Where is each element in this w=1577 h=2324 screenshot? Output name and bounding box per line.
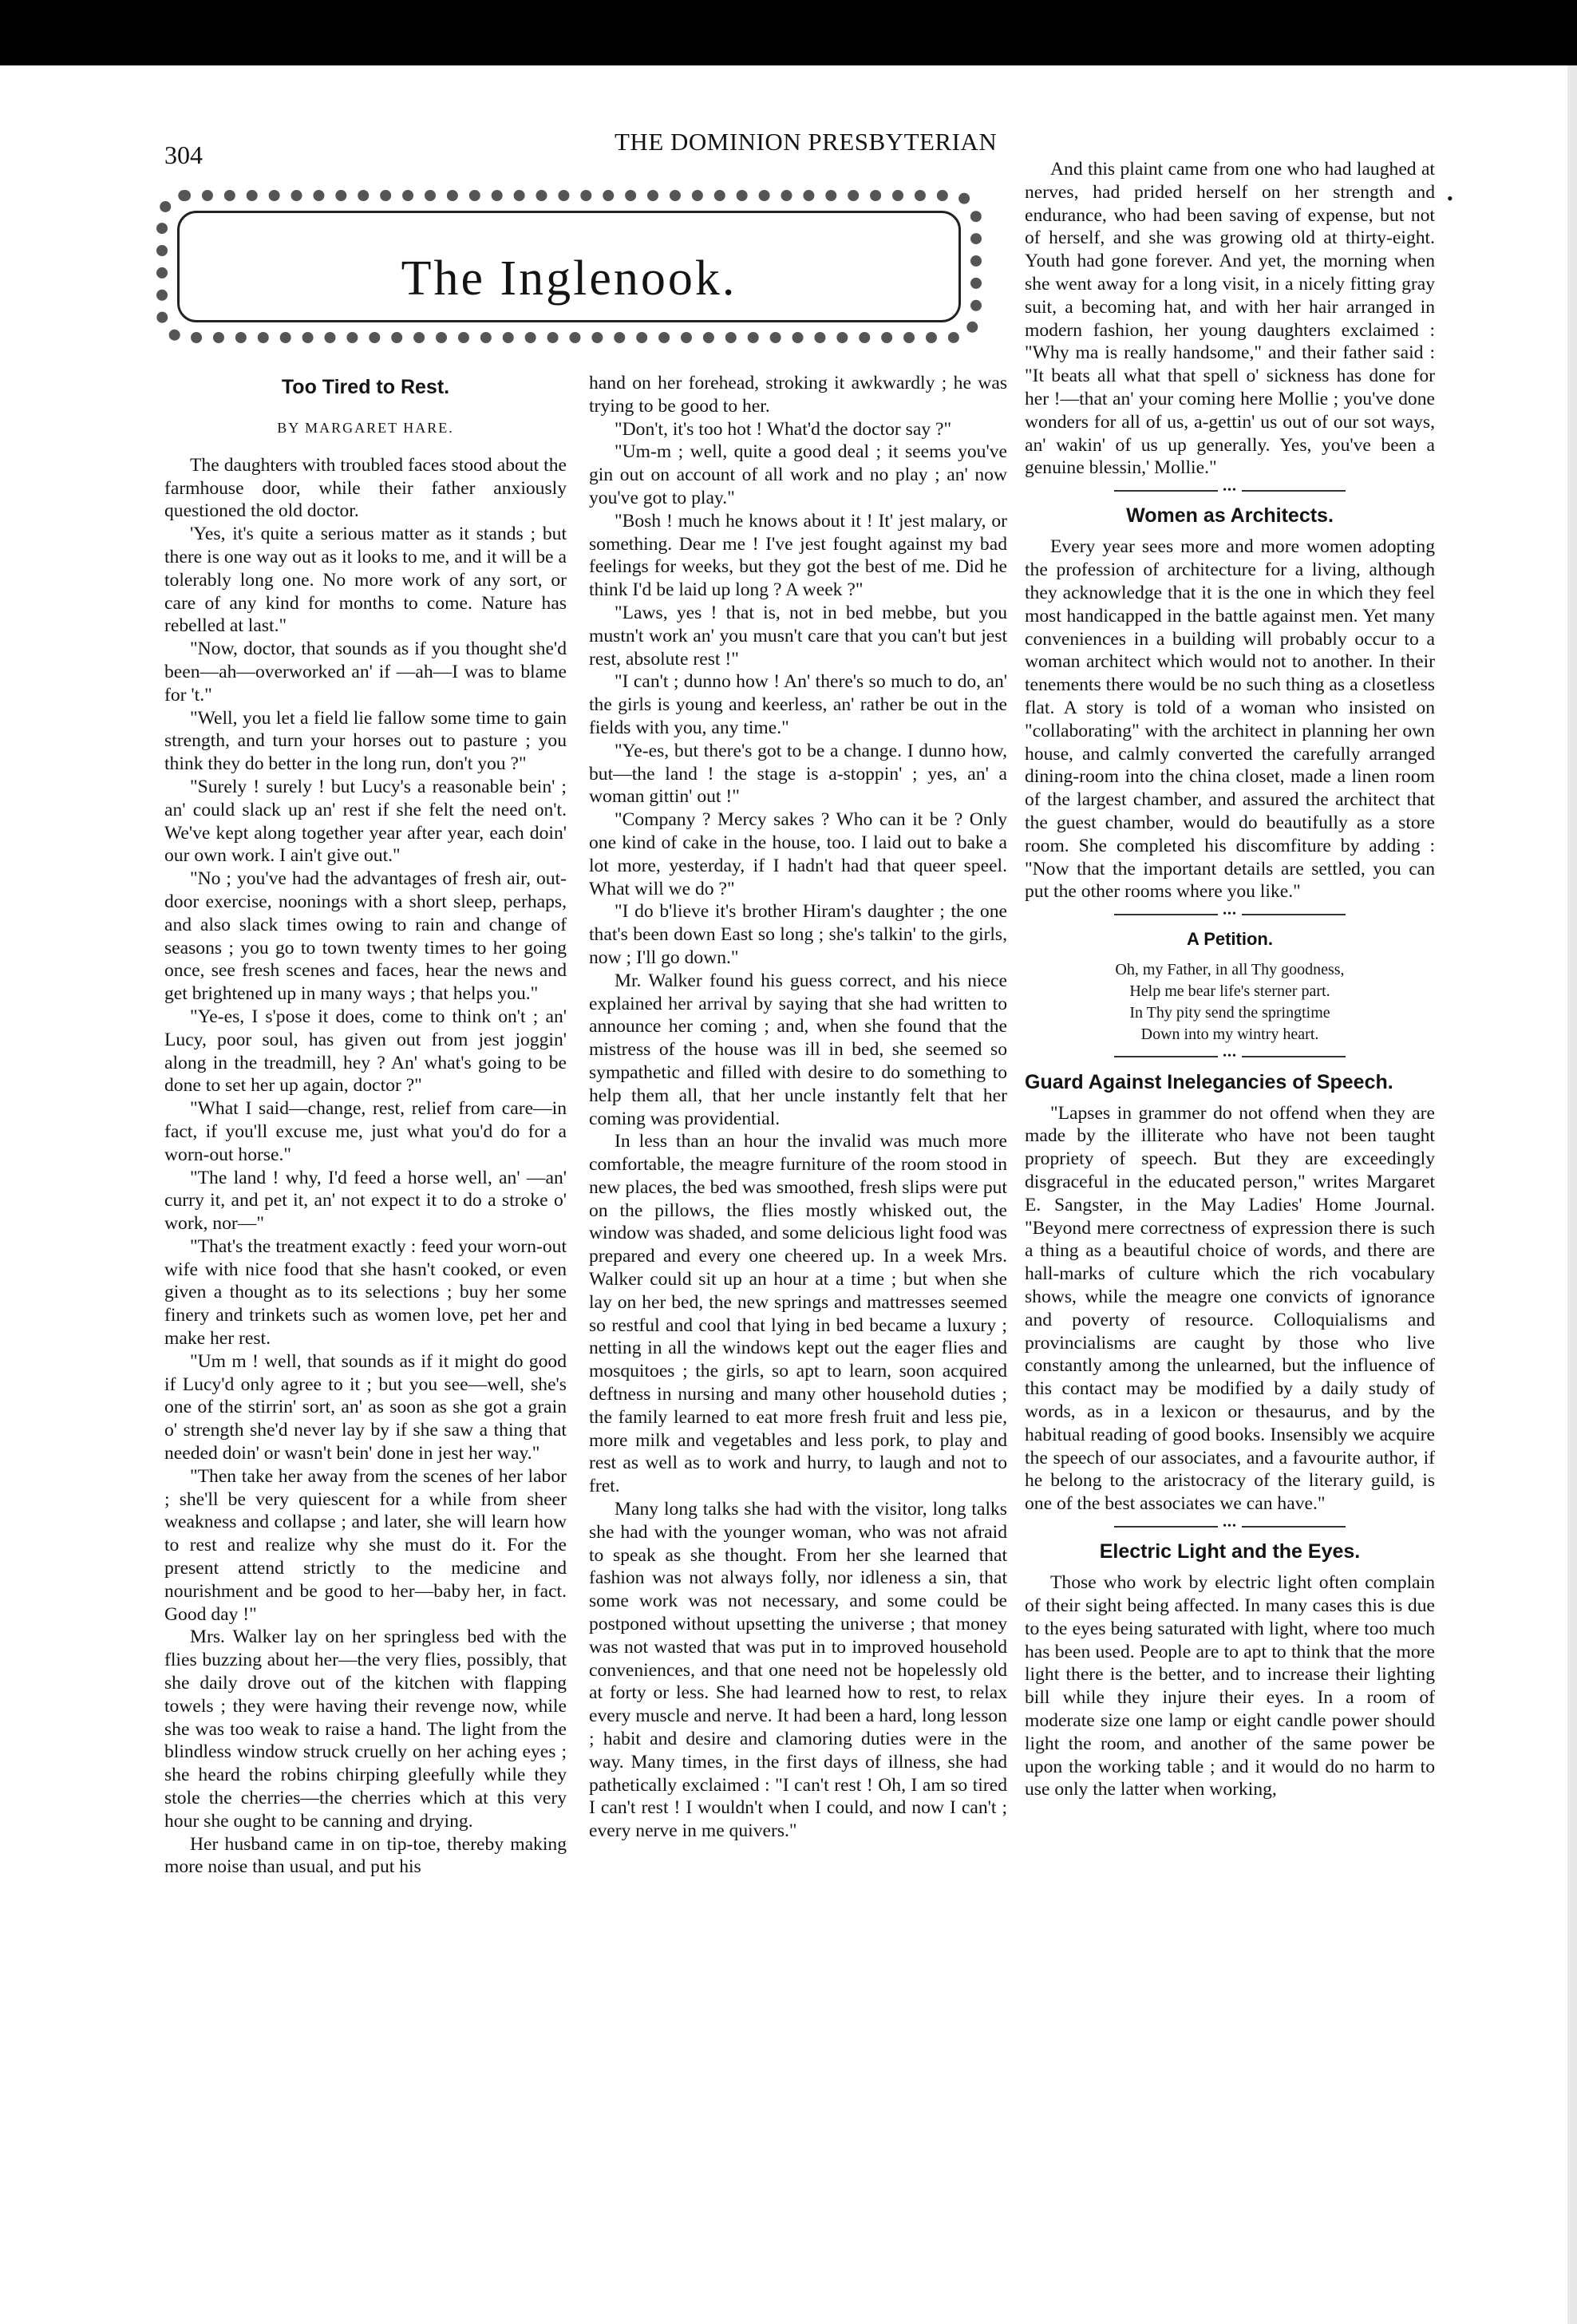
story-paragraph: "Don't, it's too hot ! What'd the doctor say ?" [615,418,952,440]
electric-paragraph: Those who work by electric light often complain of their sight being affected. In many cases this is due to the eyes being saturated with light, where too much has been used. People are to apt to think that the more light there is the better, and to increase their lighting bill while they injure their eyes. In a room of moderate size one lamp or eight candle power should light the room, and another of the same power be upon the working table ; and it would do no harm to use only the latter when working, [1025,1572,1435,1800]
section-title-frame [156,190,982,343]
architects-paragraph: Every year sees more and more women adopting the profession of architecture for a living, although they acknowledge that it is the one in which they feel most handicapped in the battle against men. Yet many conveniences in a building will probably occur to a woman architect which would not to another. In their tenements there would be no such thing as a closetless flat. A story is told of a woman who insisted on "collaborating" with the architect in planning her own house, and calmly converted the carefully arranged dining-room into the china closet, made a linen room of the largest chamber, and assured the architect that the guest chamber, would do beautifully as a store room. She completed his discomfiture by adding : "Now that the important details are settled, you can put the other rooms where you like." [1025,536,1435,903]
story-paragraph: Her husband came in on tip-toe, thereby making more noise than usual, and put his [164,1833,567,1878]
story-paragraph: "Ye-es, I s'pose it does, come to think on't ; an' Lucy, poor soul, has given out from jest joggin' along in the treadmill, hey ? An' what's going to be done to set her up again, doctor ?" [164,1006,567,1097]
story-paragraph: The daughters with troubled faces stood about the farmhouse door, while their father anxiously questioned the old doctor. [164,454,567,522]
story-paragraph: "Then take her away from the scenes of her labor ; she'll be very quiescent for a while from sheer weakness and collapse ; and later, she will learn how to rest and realize why she must do it. For the present attend strictly to the medicine and nourishment and be good to her—baby her, in fact. Good day !" [164,1465,567,1625]
story-title: Too Tired to Rest. [281,376,450,398]
speech-title: Guard Against Inelegancies of Speech. [1025,1070,1393,1093]
story-paragraph: 'Yes, it's quite a serious matter as it stands ; but there is one way out as it looks to me, and it will be a tolerably long one. No more work of any sort, or care of any kind for months to come. Nature has rebelled at last." [164,524,567,637]
story-paragraph: "I do b'lieve it's brother Hiram's daughter ; the one that's been down East so long ; she's talkin' to the girls, now ; I'll go down." [589,901,1007,968]
story-paragraph: "Bosh ! much he knows about it ! It' jest malary, or something. Dear me ! I've jest fought against my bad feelings for weeks, but they got the best of me. Did he think I'd be laid up long ? A week ?" [589,510,1007,601]
column-2 [589,372,1007,1843]
stray-mark: • [1447,188,1453,208]
story-paragraph: "I can't ; dunno how ! An' there's so much to do, an' the girls is young and keerless, an' rather be out in the fields with you, any time." [589,671,1007,738]
story-paragraph: "Well, you let a field lie fallow some time to gain strength, and turn your horses out to pasture ; you think they do better in the long run, don't you ?" [164,707,567,775]
architects-title: Women as Architects. [1126,504,1334,528]
poem-line: Help me bear life's sterner part. [1129,982,1330,1001]
poem-line: Oh, my Father, in all Thy goodness, [1115,961,1345,979]
section-divider: ••• [1025,1050,1435,1063]
story-paragraph: "Surely ! surely ! but Lucy's a reasonable bein' ; an' could slack up an' rest if she felt the need on't. We've kept along together year after year, each doin' our own work. I ain't give out." [164,776,567,867]
poem-line: In Thy pity send the springtime [1129,1004,1330,1022]
story-paragraph: Mr. Walker found his guess correct, and his niece explained her arrival by saying that she had written to announce her coming ; and, when she found that the mistress of the house was ill in bed, she seemed so sympathetic and filled with desire to do something to help them all, that her uncle instantly felt that her coming was providential. [589,970,1007,1129]
poem-line: Down into my wintry heart. [1140,1026,1319,1044]
page-number: 304 [164,140,203,169]
electric-title: Electric Light and the Eyes. [1099,1540,1361,1563]
section-divider: ••• [1025,908,1435,921]
story-paragraph: hand on her forehead, stroking it awkwardly ; he was trying to be good to her. [589,373,1007,417]
story-paragraph: "Um m ! well, that sounds as if it might do good if Lucy'd only agree to it ; but you see—well, she's one of the stirrin' sort, an' as soon as she got a grain o' strength she'd never lay by if she saw a thing that needed doin' or wasn't bein' done in jest her way." [164,1350,567,1464]
story-paragraph: "Um-m ; well, quite a good deal ; it seems you've gin out on account of all work and no play ; an' now you've got to play." [589,441,1007,508]
running-head: THE DOMINION PRESBYTERIAN [615,128,998,156]
story-paragraph: "Company ? Mercy sakes ? Who can it be ? Only one kind of cake in the house, too. I laid out to bake a lot more, yesterday, if I hadn't had that queer speel. What will we do ?" [589,809,1007,899]
petition-title: A Petition. [1187,929,1273,950]
section-divider: ••• [1025,1520,1435,1533]
story-paragraph: "That's the treatment exactly : feed your worn-out wife with nice food that she hasn't cooked, or even given a thought as to its selections ; buy her some finery and trinkets such as women love, pet her and make her rest. [164,1235,567,1350]
story-paragraph: "Laws, yes ! that is, not in bed mebbe, but you mustn't work an' you musn't care that you can't but jest rest, absolute rest !" [589,602,1007,670]
story-byline: BY MARGARET HARE. [277,420,454,436]
story-paragraph: In less than an hour the invalid was much more comfortable, the meagre furniture of the room stood in new places, the bed was smoothed, fresh slips were put on the pillows, the flies mostly whisked out, the window was shaded, and some delicious light food was prepared and every one cheered up. In a week Mrs. Walker could sit up an hour at a time ; but when she lay on her bed, the new springs and mattresses seemed so restful and cool that lying in bed became a luxury ; netting in all the windows kept out the eager flies and mosquitoes ; the girls, so apt to learn, soon acquired deftness in nursing and many other household duties ; the family learned to eat more fresh fruit and less pie, more milk and vegetables and less pork, to play and rest as well as to work and hurry, to laugh and not to fret. [589,1131,1007,1497]
column-3 [1025,158,1435,1801]
story-paragraph: "No ; you've had the advantages of fresh air, out-door exercise, noonings with a short sleep, perhaps, and also slack times owing to rain and change of seasons ; you go to town twenty times to her going once, see fresh scenes and faces, hear the news and get brightened up in many ways ; that helps you." [164,868,567,1005]
scan-right-edge [1567,65,1577,2324]
scan-top-border [0,0,1577,65]
story-paragraph: "The land ! why, I'd feed a horse well, an' —an' curry it, and pet it, an' not expect it to do a stroke o' work, nor—" [164,1167,567,1235]
story-paragraph: "Now, doctor, that sounds as if you thought she'd been—ah—overworked an' if —ah—I was to blame for 't." [164,638,567,706]
speech-paragraph: "Lapses in grammer do not offend when they are made by the illiterate who have not been taught propriety of speech. But they are exceedingly disgraceful in the educated person," writes Margaret E. Sangster, in the May Ladies' Home Journal. "Beyond mere correctness of expression there is such a thing as a beautiful choice of words, and there are hall-marks of culture which the rich vocabulary shows, while the meagre one convicts of ignorance and poverty of resource. Colloquialisms and provincialisms are caught by those who live constantly among the unlearned, but the influence of this contact may be modified by a daily study of words, as in a lexicon or thesaurus, and by the habitual reading of good books. Insensibly we acquire the speech of our associates, and a favourite author, if he belong to the aristocracy of the literary guild, is one of the best associates we can have." [1025,1102,1435,1515]
column-1 [164,375,567,1879]
story-paragraph: "What I said—change, rest, relief from care—in fact, if you'll excuse me, just what you'd do for a worn-out horse." [164,1098,567,1165]
story-paragraph: Mrs. Walker lay on her springless bed with the flies buzzing about her—the very flies, possibly, that she daily drove out of the kitchen with flapping towels ; they were having their revenge now, while she was too weak to raise a hand. The light from the blindless window struck cruelly on her aching eyes ; she heard the robins chirping gleefully while they stole the cherries—the cherries which at this very hour she ought to be canning and drying. [164,1626,567,1832]
story-paragraph: And this plaint came from one who had laughed at nerves, had prided herself on her strength and endurance, who had been saving of expense, but not of herself, and she was growing old at thirty-eight. Youth had gone forever. And yet, the morning when she went away for a long visit, in a nicely fitting gray suit, a becoming hat, and with her hair arranged in modern fashion, her young daughters exclaimed : "Why ma is really handsome," and their father said : "It beats all what that spell o' sickness has done for her !—that an' your coming here Mollie ; you've done wonders for all of us, a-gettin' us out of our sot ways, an' wakin' of us up generally. Yes, you've been a genuine blessin,' Mollie." [1025,159,1435,479]
story-paragraph: "Ye-es, but there's got to be a change. I dunno how, but—the land ! the stage is a-stoppin' ; yes, an' a woman gittin' out !" [589,740,1007,808]
section-divider: ••• [1025,484,1435,497]
section-title: The Inglenook. [401,251,737,306]
petition-poem [1025,959,1435,1045]
story-paragraph: Many long talks she had with the visitor, long talks she had with the younger woman, who was not afraid to speak as she thought. From her she learned that fashion was not always folly, nor idleness a sin, that some work was not necessary, and some could be postponed without upsetting the universe ; that money was not wasted that was put in to improved household conveniences, and that one need not be hopelessly old at forty or less. She had learned how to rest, to relax every muscle and nerve. It had been a hard, long lesson ; habit and desire and clamoring duties were in the way. Many times, in the first days of illness, she had pathetically exclaimed : "I can't rest ! Oh, I am so tired I can't rest ! I wouldn't when I could, and now I can't ; every nerve in me quivers." [589,1499,1007,1842]
